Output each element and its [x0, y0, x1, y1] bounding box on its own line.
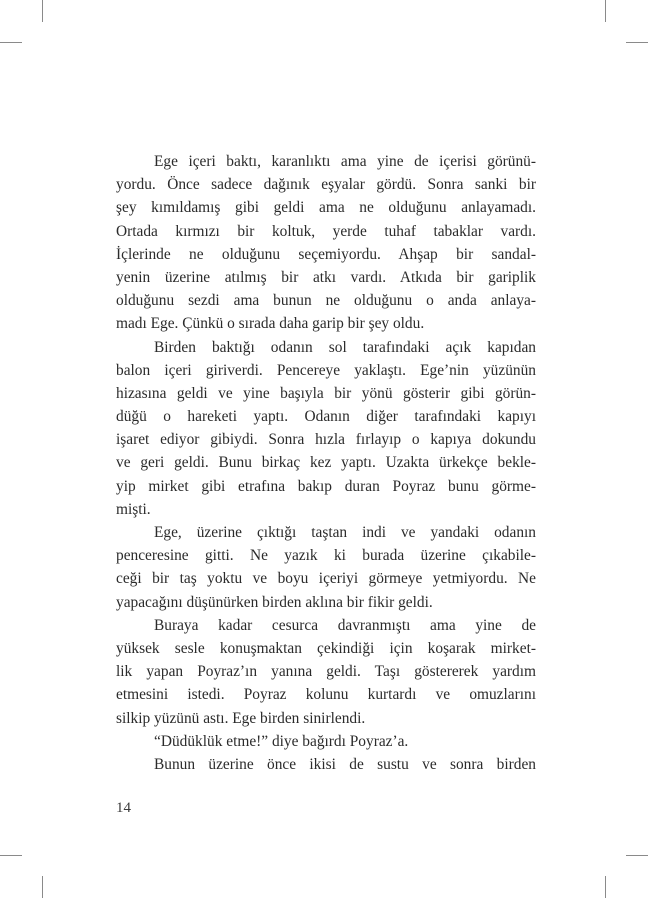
text-line: etmesini istedi. Poyraz kolunu kurtardı ve omuzlarını	[116, 686, 536, 704]
text-line: olduğunu sezdi ama bunun ne olduğunu o anda anlaya-	[116, 292, 536, 310]
crop-mark-left-bottom	[0, 855, 22, 856]
text-line: yip mirket gibi etrafına bakıp duran Poyraz bunu görme-	[116, 477, 536, 495]
text-line: Ege içeri baktı, karanlıktı ama yine de içerisi görünü-	[154, 153, 536, 170]
text-line: yordu. Önce sadece dağınık eşyalar gördü. Sonra sanki bir	[116, 176, 536, 194]
crop-mark-right-bottom	[626, 855, 648, 856]
page-number: 14	[116, 800, 131, 816]
text-line: penceresine gitti. Ne yazık ki burada üzerine çıkabile-	[116, 547, 536, 565]
crop-mark-bottom-right	[605, 876, 606, 898]
crop-mark-top-right	[605, 0, 606, 22]
text-line: ve geri geldi. Bunu birkaç kez yaptı. Uzakta ürkekçe bekle-	[116, 454, 536, 472]
text-line: balon içeri giriverdi. Pencereye yaklaştı. Ege’nin yüzünün	[116, 361, 536, 379]
crop-mark-right-top	[626, 42, 648, 43]
text-line: mişti.	[116, 500, 151, 518]
text-line: ceği bir taş yoktu ve boyu içeriyi görmeye yetmiyordu. Ne	[116, 570, 536, 588]
text-line: Ege, üzerine çıktığı taştan indi ve yandaki odanın	[154, 524, 536, 541]
text-line: “Düdüklük etme!” diye bağırdı Poyraz’a.	[154, 732, 409, 750]
body-text	[116, 150, 536, 776]
text-line: yapacağını düşünürken birden aklına bir fikir geldi.	[116, 593, 433, 611]
text-line: silkip yüzünü astı. Ege birden sinirlendi.	[116, 709, 366, 727]
text-line: Bunun üzerine önce ikisi de sustu ve sonra birden	[154, 755, 536, 773]
text-line: hizasına geldi ve yine başıyla bir yönü gösterir gibi görün-	[116, 384, 536, 402]
text-line: Buraya kadar cesurca davranmıştı ama yine de	[154, 616, 536, 634]
text-line: işaret ediyor gibiydi. Sonra hızla fırlayıp o kapıya dokundu	[116, 431, 536, 449]
text-line: yüksek sesle konuşmaktan çekindiği için koşarak mirket-	[116, 639, 536, 657]
crop-mark-bottom-left	[42, 876, 43, 898]
text-line: İçlerinde ne olduğunu seçemiyordu. Ahşap bir sandal-	[116, 245, 536, 263]
crop-mark-left-top	[0, 42, 22, 43]
text-line: Birden baktığı odanın sol tarafındaki açık kapıdan	[154, 338, 536, 356]
text-line: Ortada kırmızı bir koltuk, yerde tuhaf tabaklar vardı.	[116, 222, 536, 240]
text-line: şey kımıldamış gibi geldi ama ne olduğunu anlayamadı.	[116, 199, 536, 217]
crop-mark-top-left	[42, 0, 43, 22]
text-line: lik yapan Poyraz’ın yanına geldi. Taşı göstererek yardım	[116, 663, 536, 681]
text-line: yenin üzerine atılmış bir atkı vardı. Atkıda bir gariplik	[116, 268, 536, 286]
text-line: madı Ege. Çünkü o sırada daha garip bir şey oldu.	[116, 315, 425, 333]
text-line: düğü o hareketi yaptı. Odanın diğer tarafındaki kapıyı	[116, 408, 536, 426]
